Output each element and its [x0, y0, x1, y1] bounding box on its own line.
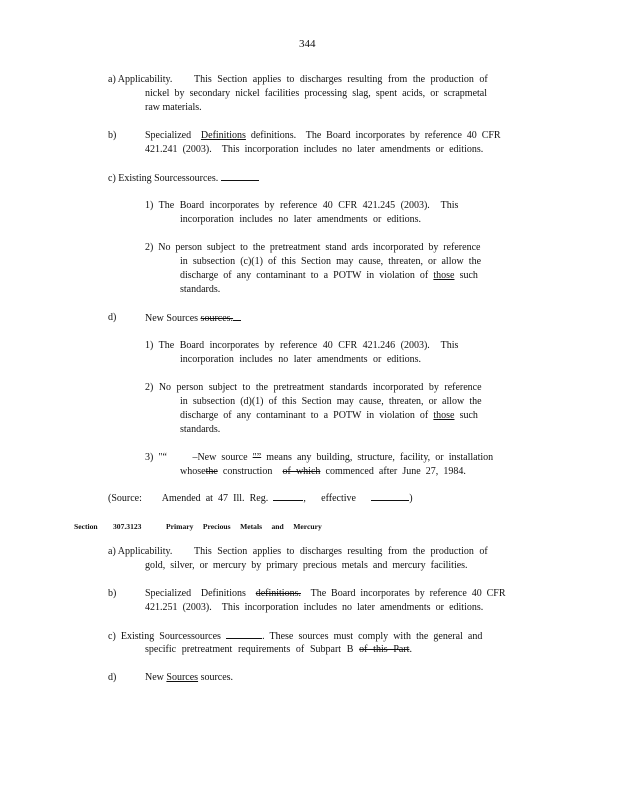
para-c2-text: discharge of any contaminant to a POTW in violation of: [180, 270, 429, 281]
para-c-line: [145, 644, 412, 656]
para-d2-text: standards.: [180, 424, 221, 435]
para-c-text: . These sources must comply with the general and: [262, 631, 483, 642]
para-c2-text: standards.: [180, 284, 221, 295]
deleted-blank: [221, 172, 259, 181]
para-b-label: b): [108, 588, 117, 599]
para-d-text: sources.: [200, 672, 234, 683]
para-b-label: b): [108, 130, 117, 141]
para-a-text: This Section applies to discharges resulting from the production of: [194, 74, 488, 85]
deleted-text: of this Part: [359, 644, 410, 655]
inserted-text: those: [433, 410, 455, 421]
deleted-text: definitions.: [255, 588, 301, 599]
deleted-text: the: [205, 466, 218, 477]
para-a-text: This Section applies to discharges resulting from the production of: [194, 546, 488, 557]
para-b-text: Specialized Definitions: [145, 588, 246, 599]
deleted-text: "”: [252, 452, 262, 463]
source-note-text: (Source:: [108, 493, 142, 504]
para-c2-text: in subsection (c)(1) of this Section may cause, threaten, or allow the: [180, 256, 482, 267]
para-d3-text: means any building, structure, facility, or installation: [266, 452, 494, 463]
para-b-text: 421.251 (2003). This incorporation includes no later amendments or editions.: [145, 602, 484, 613]
para-c2-text: such: [459, 270, 478, 281]
para-b-text: The Board incorporates by reference 40 CFR: [310, 588, 506, 599]
source-note-text: ): [409, 493, 413, 504]
blank-line: [273, 492, 303, 501]
para-d3-text: commenced after June 27, 1984.: [325, 466, 466, 477]
para-c1-text: 1) The Board incorporates by reference 40 CFR 421.245 (2003). This: [145, 200, 459, 211]
para-d-label: d): [108, 312, 117, 323]
para-d2-text: in subsection (d)(1) of this Section may cause, threaten, or allow the: [180, 396, 482, 407]
deleted-text: of which: [282, 466, 321, 477]
para-c-line: [108, 630, 482, 643]
para-b-text: 421.241 (2003). This incorporation includes no later amendments or editions.: [145, 144, 484, 155]
para-c-text: c) Existing Sourcessources: [108, 631, 221, 642]
section-number: 307.3123: [113, 522, 142, 531]
para-c-text: c) Existing Sourcessources.: [108, 173, 219, 184]
page-number: 344: [299, 38, 316, 50]
para-c1-text: incorporation includes no later amendments or editions.: [180, 214, 421, 225]
para-a-label: a) Applicability.: [108, 546, 173, 557]
para-d-text: New: [145, 672, 164, 683]
para-d3-text: construction: [222, 466, 273, 477]
section-label: Section: [74, 522, 98, 531]
para-a-text: gold, silver, or mercury by primary precious metals and mercury facilities.: [145, 560, 468, 571]
section-title: Primary Precious Metals and Mercury: [166, 522, 322, 531]
deleted-blank: [233, 312, 241, 321]
para-d-label: d): [108, 672, 117, 683]
para-c-text: specific pretreatment requirements of Subpart B: [145, 644, 354, 655]
para-d-text: New Sources: [145, 313, 199, 324]
para-b-line: [145, 588, 506, 600]
para-a-text: nickel by secondary nickel facilities processing slag, spent acids, or scrapmetal: [145, 88, 488, 99]
para-a-label: a) Applicability.: [108, 74, 173, 85]
para-d2-text: discharge of any contaminant to a POTW in violation of: [180, 410, 429, 421]
para-d-heading: [145, 672, 233, 684]
para-b-line: [145, 130, 501, 142]
inserted-text: those: [433, 270, 455, 281]
source-note-text: effective: [321, 493, 356, 504]
para-d1-text: 1) The Board incorporates by reference 40 CFR 421.246 (2003). This: [145, 340, 459, 351]
para-d3-text: 3) "“: [145, 452, 167, 463]
para-b-text: Specialized: [145, 130, 192, 141]
para-d1-text: incorporation includes no later amendments or editions.: [180, 354, 421, 365]
para-d-heading: [145, 312, 241, 325]
para-d3-line: [145, 452, 493, 464]
para-a-text: raw materials.: [145, 102, 202, 113]
source-note-text: ,: [303, 493, 306, 504]
para-d3-line: [180, 466, 466, 478]
source-note: [108, 492, 413, 505]
source-note-text: Amended at 47 Ill. Reg.: [161, 493, 269, 504]
inserted-text: Definitions: [200, 130, 246, 141]
para-d3-text: whose: [180, 466, 206, 477]
para-d2-text: 2) No person subject to the pretreatment standards incorporated by reference: [145, 382, 482, 393]
deleted-blank: [226, 630, 262, 639]
para-c2-text: 2) No person subject to the pretreatment stand ards incorporated by reference: [145, 242, 481, 253]
blank-line: [371, 492, 409, 501]
inserted-text: Sources: [166, 672, 199, 683]
deleted-text: sources.: [200, 313, 234, 324]
para-d2-line: [180, 410, 478, 422]
para-c-label: [108, 172, 259, 185]
para-c2-line: [180, 270, 478, 282]
para-b-text: definitions. The Board incorporates by reference 40 CFR: [250, 130, 501, 141]
para-d3-text: –New source: [192, 452, 248, 463]
para-d2-text: such: [459, 410, 478, 421]
para-c-text: .: [409, 644, 412, 655]
